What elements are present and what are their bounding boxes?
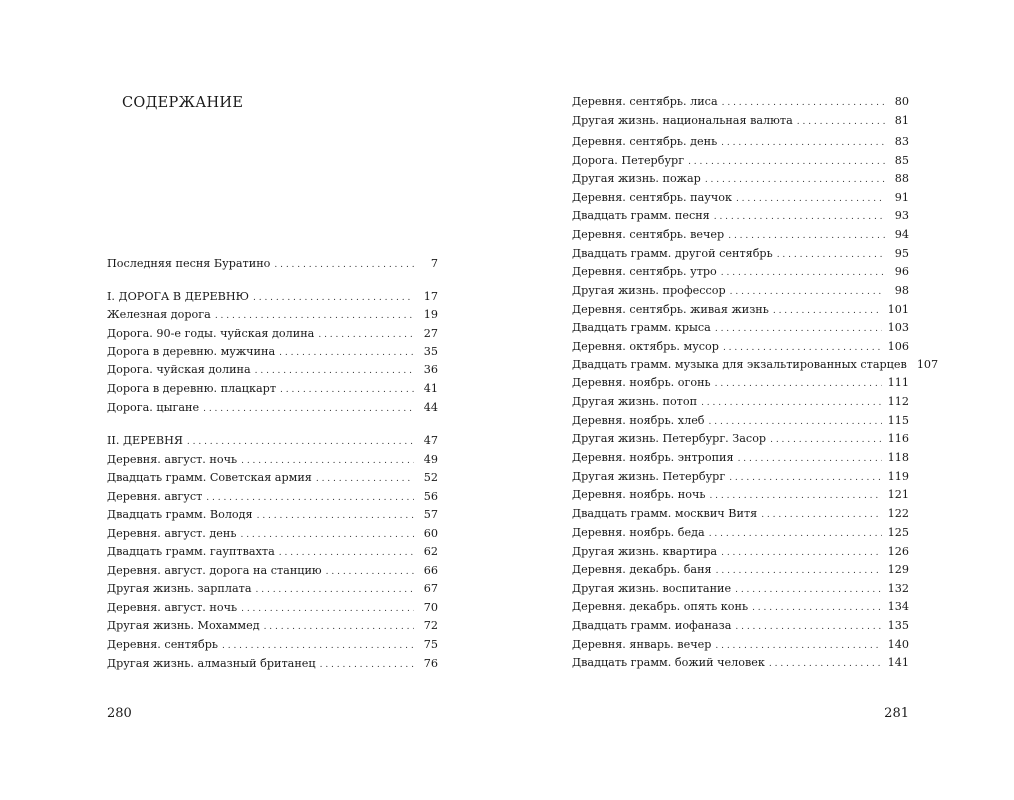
toc-entry-title: Деревня. ноябрь. энтропия bbox=[572, 451, 734, 464]
toc-entry-title: Другая жизнь. зарплата bbox=[107, 582, 252, 595]
toc-entry-title: Другая жизнь. профессор bbox=[572, 284, 726, 297]
toc-entry-page: 44 bbox=[423, 401, 438, 414]
toc-entry-page: 95 bbox=[894, 247, 909, 260]
toc-entry-title: Деревня. ноябрь. беда bbox=[572, 526, 705, 539]
toc-entry bbox=[107, 451, 438, 469]
page-number-left: 280 bbox=[107, 706, 132, 721]
dot-leader bbox=[709, 525, 882, 543]
toc-entry bbox=[572, 505, 909, 523]
dot-leader bbox=[715, 320, 882, 338]
toc-entry bbox=[107, 306, 438, 324]
toc-entry-page: 103 bbox=[887, 321, 909, 334]
dot-leader bbox=[716, 562, 882, 580]
toc-entry-page: 116 bbox=[887, 432, 909, 445]
toc-entry-page: 111 bbox=[887, 376, 909, 389]
toc-entry-page: 140 bbox=[887, 638, 909, 651]
toc-entry-title: Дорога. чуйская долина bbox=[107, 363, 251, 376]
toc-entry-page: 62 bbox=[423, 545, 438, 558]
toc-entry bbox=[107, 580, 438, 598]
toc-entry-page: 94 bbox=[894, 228, 909, 241]
toc-entry bbox=[572, 170, 909, 188]
dot-leader bbox=[280, 381, 414, 399]
toc-entry bbox=[107, 506, 438, 524]
toc-entry-page: 56 bbox=[423, 490, 438, 503]
toc-entry-title: Дорога. 90-е годы. чуйская долина bbox=[107, 327, 315, 340]
dot-leader bbox=[723, 339, 882, 357]
toc-entry bbox=[572, 207, 909, 225]
toc-entry-page: 107 bbox=[916, 358, 939, 371]
toc-entry-title: Деревня. сентябрь. утро bbox=[572, 265, 717, 278]
toc-entry bbox=[572, 338, 909, 356]
toc-entry-page: 98 bbox=[894, 284, 909, 297]
toc-entry-title: Деревня. ноябрь. ночь bbox=[572, 488, 706, 501]
dot-leader bbox=[316, 470, 414, 488]
toc-entry-page: 60 bbox=[423, 527, 438, 540]
toc-entry-page: 17 bbox=[423, 290, 438, 303]
dot-leader bbox=[738, 450, 882, 468]
toc-entry-page: 76 bbox=[423, 657, 438, 670]
dot-leader bbox=[721, 134, 885, 152]
toc-entry-page: 118 bbox=[887, 451, 909, 464]
toc-entry-page: 134 bbox=[887, 600, 909, 613]
toc-entry bbox=[572, 282, 909, 300]
toc-entry-page: 70 bbox=[423, 601, 438, 614]
toc-entry-page: 106 bbox=[887, 340, 909, 353]
toc-entry-title: Другая жизнь. потоп bbox=[572, 395, 698, 408]
contents-heading: СОДЕРЖАНИЕ bbox=[122, 95, 244, 111]
dot-leader bbox=[761, 506, 881, 524]
dot-leader bbox=[257, 507, 414, 525]
dot-leader bbox=[709, 413, 882, 431]
toc-entry bbox=[107, 655, 438, 673]
dot-leader bbox=[241, 600, 414, 618]
toc-entry bbox=[572, 468, 909, 486]
toc-entry-title: Деревня. сентябрь. день bbox=[572, 135, 718, 148]
toc-entry bbox=[572, 412, 909, 430]
toc-entry-title: Другая жизнь. алмазный британец bbox=[107, 657, 316, 670]
toc-entry bbox=[107, 469, 438, 487]
dot-leader bbox=[326, 563, 414, 581]
toc-entry bbox=[572, 319, 909, 337]
dot-leader bbox=[715, 637, 881, 655]
toc-entry-page: 112 bbox=[887, 395, 909, 408]
dot-leader bbox=[701, 394, 882, 412]
toc-entry-title: Двадцать грамм. гауптвахта bbox=[107, 545, 275, 558]
toc-entry-title: Деревня. январь. вечер bbox=[572, 638, 712, 651]
dot-leader bbox=[279, 344, 414, 362]
toc-entry bbox=[572, 152, 909, 170]
toc-entry-title: Железная дорога bbox=[107, 308, 211, 321]
dot-leader bbox=[222, 637, 414, 655]
toc-entry-page: 121 bbox=[887, 488, 909, 501]
toc-entry-page: 122 bbox=[887, 507, 909, 520]
toc-entry-title: Деревня. сентябрь. вечер bbox=[572, 228, 725, 241]
dot-leader bbox=[274, 256, 414, 274]
dot-leader bbox=[728, 227, 885, 245]
toc-entry-title: Деревня. сентябрь bbox=[107, 638, 219, 651]
dot-leader bbox=[721, 544, 882, 562]
toc-entry-title: Деревня. август. ночь bbox=[107, 601, 238, 614]
toc-entry bbox=[572, 245, 909, 263]
toc-entry-page: 72 bbox=[423, 619, 438, 632]
toc-entry-page: 52 bbox=[423, 471, 438, 484]
toc-entry-title: I. ДОРОГА В ДЕРЕВНЮ bbox=[107, 290, 249, 303]
toc-entry bbox=[572, 263, 909, 281]
toc-entry-title: Другая жизнь. национальная валюта bbox=[572, 114, 793, 127]
toc-entry-page: 141 bbox=[887, 656, 909, 669]
toc-entry-title: Другая жизнь. пожар bbox=[572, 172, 701, 185]
toc-entry bbox=[572, 430, 909, 448]
toc-entry-page: 75 bbox=[423, 638, 438, 651]
dot-leader bbox=[203, 400, 414, 418]
toc-entry bbox=[107, 325, 438, 343]
toc-entry-page: 132 bbox=[887, 582, 909, 595]
toc-entry bbox=[572, 524, 909, 542]
dot-leader bbox=[729, 469, 881, 487]
toc-entry-page: 7 bbox=[430, 257, 438, 270]
toc-entry bbox=[572, 226, 909, 244]
toc-entry-title: Дорога в деревню. мужчина bbox=[107, 345, 276, 358]
toc-entry-page: 19 bbox=[423, 308, 438, 321]
toc-entry-page: 85 bbox=[894, 154, 909, 167]
toc-entry-page: 91 bbox=[894, 191, 909, 204]
toc-entry-page: 83 bbox=[894, 135, 909, 148]
dot-leader bbox=[264, 618, 414, 636]
toc-entry bbox=[107, 399, 438, 417]
toc-entry bbox=[572, 301, 909, 319]
toc-entry-page: 67 bbox=[423, 582, 438, 595]
toc-entry-title: Деревня. август. дорога на станцию bbox=[107, 564, 322, 577]
toc-entry bbox=[572, 543, 909, 561]
toc-entry-page: 27 bbox=[423, 327, 438, 340]
toc-entry bbox=[107, 432, 438, 450]
dot-leader bbox=[256, 581, 414, 599]
toc-entry bbox=[572, 133, 909, 151]
toc-entry-page: 81 bbox=[894, 114, 909, 127]
dot-leader bbox=[241, 452, 414, 470]
toc-entry-page: 36 bbox=[423, 363, 438, 376]
toc-entry-page: 35 bbox=[423, 345, 438, 358]
dot-leader bbox=[721, 264, 885, 282]
toc-entry bbox=[572, 486, 909, 504]
toc-entry bbox=[572, 93, 909, 111]
dot-leader bbox=[722, 94, 885, 112]
toc-entry-title: Деревня. октябрь. мусор bbox=[572, 340, 719, 353]
toc-entry-page: 93 bbox=[894, 209, 909, 222]
dot-leader bbox=[752, 599, 882, 617]
toc-entry bbox=[572, 356, 939, 374]
toc-entry bbox=[572, 561, 909, 579]
dot-leader bbox=[715, 375, 882, 393]
dot-leader bbox=[730, 283, 885, 301]
toc-entry-title: Двадцать грамм. песня bbox=[572, 209, 710, 222]
toc-entry-page: 47 bbox=[423, 434, 438, 447]
toc-entry-page: 129 bbox=[887, 563, 909, 576]
toc-entry-page: 119 bbox=[887, 470, 909, 483]
toc-entry-title: Деревня. август bbox=[107, 490, 203, 503]
dot-leader bbox=[735, 581, 882, 599]
toc-entry-title: Деревня. август. день bbox=[107, 527, 237, 540]
toc-entry-title: Другая жизнь. квартира bbox=[572, 545, 718, 558]
right-page bbox=[507, 0, 1014, 800]
toc-entry-title: Другая жизнь. воспитание bbox=[572, 582, 732, 595]
toc-entry-page: 101 bbox=[887, 303, 909, 316]
toc-entry bbox=[572, 617, 909, 635]
dot-leader bbox=[736, 190, 885, 208]
page-number-right: 281 bbox=[884, 706, 909, 721]
toc-entry-title: Деревня. август. ночь bbox=[107, 453, 238, 466]
dot-leader bbox=[769, 655, 882, 673]
toc-entry-title: Двадцать грамм. музыка для экзальтированных старцев bbox=[572, 358, 907, 371]
toc-entry-title: Другая жизнь. Мохаммед bbox=[107, 619, 260, 632]
toc-entry-page: 49 bbox=[423, 453, 438, 466]
toc-entry bbox=[572, 112, 909, 130]
toc-entry-page: 96 bbox=[894, 265, 909, 278]
toc-entry-title: Двадцать грамм. другой сентябрь bbox=[572, 247, 773, 260]
toc-entry bbox=[107, 562, 438, 580]
toc-entry-title: Двадцать грамм. Володя bbox=[107, 508, 253, 521]
toc-entry-title: Деревня. декабрь. баня bbox=[572, 563, 712, 576]
toc-entry bbox=[572, 636, 909, 654]
toc-entry-title: Двадцать грамм. божий человек bbox=[572, 656, 765, 669]
dot-leader bbox=[735, 618, 881, 636]
toc-entry-title: Деревня. декабрь. опять конь bbox=[572, 600, 749, 613]
toc-entry bbox=[107, 343, 438, 361]
dot-leader bbox=[240, 526, 414, 544]
dot-leader bbox=[797, 113, 885, 131]
toc-entry bbox=[107, 617, 438, 635]
toc-entry-title: Дорога. цыгане bbox=[107, 401, 200, 414]
toc-entry-page: 135 bbox=[887, 619, 909, 632]
toc-entry bbox=[107, 543, 438, 561]
toc-entry-page: 125 bbox=[887, 526, 909, 539]
dot-leader bbox=[253, 289, 414, 307]
toc-entry bbox=[107, 380, 438, 398]
toc-entry bbox=[107, 599, 438, 617]
toc-entry bbox=[107, 525, 438, 543]
toc-entry-page: 88 bbox=[894, 172, 909, 185]
dot-leader bbox=[318, 326, 414, 344]
toc-entry bbox=[107, 361, 438, 379]
toc-entry bbox=[572, 449, 909, 467]
dot-leader bbox=[187, 433, 414, 451]
toc-entry-title: Деревня. сентябрь. паучок bbox=[572, 191, 732, 204]
toc-entry-title: Деревня. сентябрь. лиса bbox=[572, 95, 718, 108]
toc-entry-page: 41 bbox=[423, 382, 438, 395]
toc-entry bbox=[572, 598, 909, 616]
dot-leader bbox=[320, 656, 414, 674]
dot-leader bbox=[255, 362, 414, 380]
toc-entry-title: Двадцать грамм. Советская армия bbox=[107, 471, 312, 484]
toc-entry bbox=[107, 255, 438, 273]
toc-entry-page: 126 bbox=[887, 545, 909, 558]
dot-leader bbox=[215, 307, 414, 325]
toc-entry-title: Другая жизнь. Петербург bbox=[572, 470, 726, 483]
toc-entry-title: Двадцать грамм. иофаназа bbox=[572, 619, 732, 632]
toc-entry-page: 66 bbox=[423, 564, 438, 577]
toc-entry bbox=[572, 393, 909, 411]
toc-entry-title: Другая жизнь. Петербург. Засор bbox=[572, 432, 767, 445]
dot-leader bbox=[688, 153, 885, 171]
toc-entry-title: Деревня. сентябрь. живая жизнь bbox=[572, 303, 769, 316]
dot-leader bbox=[777, 246, 885, 264]
dot-leader bbox=[770, 431, 882, 449]
toc-entry-title: II. ДЕРЕВНЯ bbox=[107, 434, 183, 447]
toc-entry bbox=[572, 189, 909, 207]
toc-entry-page: 80 bbox=[894, 95, 909, 108]
toc-entry bbox=[572, 374, 909, 392]
toc-entry bbox=[107, 488, 438, 506]
toc-entry-title: Двадцать грамм. москвич Витя bbox=[572, 507, 758, 520]
toc-entry bbox=[107, 288, 438, 306]
dot-leader bbox=[206, 489, 414, 507]
toc-entry-title: Двадцать грамм. крыса bbox=[572, 321, 711, 334]
dot-leader bbox=[714, 208, 885, 226]
toc-entry-page: 57 bbox=[423, 508, 438, 521]
toc-entry-title: Последняя песня Буратино bbox=[107, 257, 271, 270]
toc-entry bbox=[107, 636, 438, 654]
dot-leader bbox=[709, 487, 881, 505]
toc-entry-title: Деревня. ноябрь. хлеб bbox=[572, 414, 705, 427]
toc-entry-page: 115 bbox=[887, 414, 909, 427]
toc-entry bbox=[572, 654, 909, 672]
toc-entry-title: Дорога в деревню. плацкарт bbox=[107, 382, 277, 395]
toc-entry bbox=[572, 580, 909, 598]
dot-leader bbox=[279, 544, 414, 562]
toc-entry-title: Дорога. Петербург bbox=[572, 154, 685, 167]
toc-entry-title: Деревня. ноябрь. огонь bbox=[572, 376, 711, 389]
dot-leader bbox=[773, 302, 882, 320]
dot-leader bbox=[705, 171, 885, 189]
